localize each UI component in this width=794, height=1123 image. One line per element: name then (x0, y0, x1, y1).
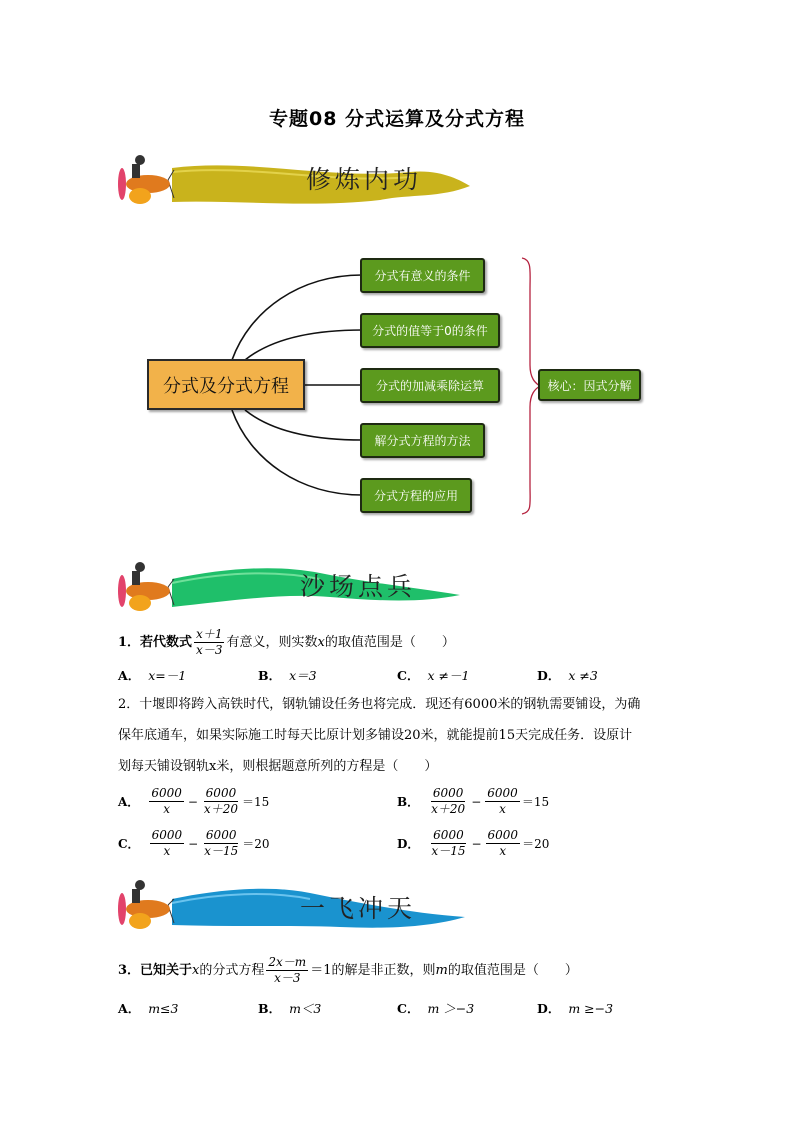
option-c[interactable]: C． $\frac{6000}{x}$ − $\frac{6000}{x-15}$ ＝20 (118, 828, 270, 858)
mindmap-center: 分式及分式方程 (147, 359, 305, 410)
mindmap-core: 核心：因式分解 (538, 369, 641, 401)
fraction: $\frac{2x-m}{x-3}$ (268, 955, 307, 985)
question-lead: 3．已知关于 (118, 963, 193, 978)
fraction: $\frac{x+1}{x-3}$ (196, 627, 223, 657)
question-2-line: 划每天铺设钢轨x米，则根据题意所列的方程是（ ） (118, 759, 438, 774)
option-b[interactable]: B． $\frac{6000}{x+20}$ − $\frac{6000}{x}$ ＝15 (397, 786, 550, 816)
option-c[interactable]: C． x ≠－1 (397, 668, 470, 683)
fraction: $\frac{6000}{x}$ (151, 786, 182, 816)
question-3: 3．已知关于x的分式方程 $\frac{2x-m}{x-3}$ ＝1的解是非正数，则m的取值范围是（ ） (118, 955, 578, 985)
question-lead: 1．若代数式 (118, 635, 193, 650)
mindmap-branch: 分式的值等于0的条件 (360, 313, 500, 348)
page-title: 专题08 分式运算及分式方程 (268, 108, 526, 130)
option-c[interactable]: C． m ＞−3 (397, 1001, 475, 1016)
banner-title: 修炼内功 (306, 165, 423, 194)
question-2-line: 2．十堰即将跨入高铁时代，钢轨铺设任务也将完成．现还有6000米的钢轨需要铺设，为确 (118, 697, 641, 712)
option-d[interactable]: D． $\frac{6000}{x-15}$ − $\frac{6000}{x}$ ＝20 (397, 828, 550, 858)
option-b[interactable]: B． x＝3 (258, 668, 317, 683)
option-d[interactable]: D． m ≥−3 (537, 1001, 614, 1016)
mindmap-branch: 分式有意义的条件 (360, 258, 485, 293)
airplane-banner-graphic (110, 557, 480, 621)
fraction: $\frac{6000}{x-15}$ (204, 828, 239, 858)
mindmap-branch: 解分式方程的方法 (360, 423, 485, 458)
option-a[interactable]: A． $\frac{6000}{x}$ − $\frac{6000}{x+20}$ ＝15 (118, 786, 270, 816)
option-a[interactable]: A． m≤3 (118, 1001, 179, 1016)
fraction: $\frac{6000}{x}$ (151, 828, 183, 858)
fraction: $\frac{6000}{x}$ (487, 828, 519, 858)
question-1: 1．若代数式 $\frac{x+1}{x-3}$ 有意义，则实数x的取值范围是（ ） (118, 627, 455, 657)
section-banner-practice (110, 557, 480, 621)
option-d[interactable]: D． x ≠3 (537, 668, 598, 683)
airplane-banner-graphic (110, 875, 480, 939)
fraction: $\frac{6000}{x+20}$ (431, 786, 466, 816)
mindmap-branch: 分式的加减乘除运算 (360, 368, 500, 403)
section-banner-challenge (110, 875, 480, 939)
fraction: $\frac{6000}{x}$ (487, 786, 518, 816)
mindmap-branch: 分式方程的应用 (360, 478, 472, 513)
fraction: $\frac{6000}{x+20}$ (203, 786, 238, 816)
option-b[interactable]: B． m＜3 (258, 1001, 322, 1016)
option-a[interactable]: A． x=－1 (118, 668, 187, 683)
fraction: $\frac{6000}{x-15}$ (431, 828, 466, 858)
question-2-line: 保年底通车，如果实际施工时每天比原计划多铺设20米，就能提前15天完成任务．设原计 (118, 728, 633, 743)
banner-title: 沙场点兵 (300, 572, 417, 601)
banner-title: 一飞冲天 (300, 894, 417, 923)
